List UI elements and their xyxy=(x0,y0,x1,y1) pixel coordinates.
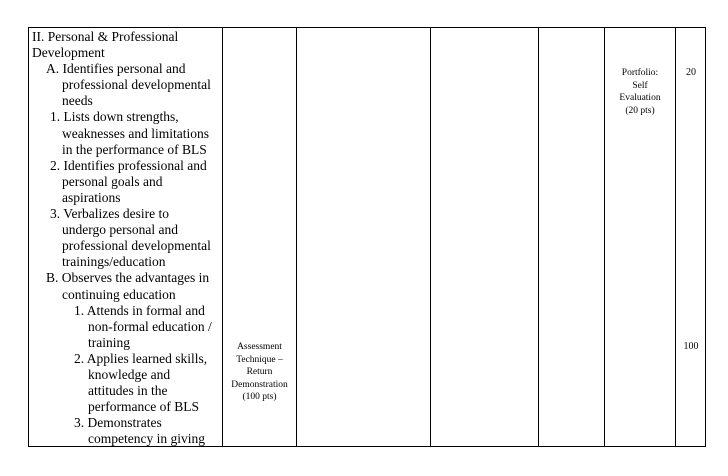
competency-line: competency in giving xyxy=(88,431,205,447)
points-value-a: 20 xyxy=(686,67,696,78)
col-line-6 xyxy=(675,27,676,447)
competency-line: weaknesses and limitations xyxy=(62,125,209,141)
col-line-4 xyxy=(538,27,539,447)
competency-line: 1. Lists down strengths, xyxy=(50,109,179,125)
competency-line: 1. Attends in formal and xyxy=(74,302,205,318)
competency-line: personal goals and xyxy=(62,173,163,189)
competency-line: training xyxy=(88,334,130,350)
portfolio-line: Self xyxy=(632,80,648,91)
points-value-b: 100 xyxy=(683,341,699,352)
competency-line: knowledge and xyxy=(88,366,171,382)
competency-line: Development xyxy=(32,45,105,61)
competency-line: performance of BLS xyxy=(88,399,199,415)
col-line-7 xyxy=(705,27,706,447)
assessment-technique-line: Technique – xyxy=(236,354,283,365)
portfolio-line: (20 pts) xyxy=(625,105,655,116)
competency-line: trainings/education xyxy=(62,254,166,270)
competency-line: 3. Verbalizes desire to xyxy=(50,206,169,222)
competency-line: needs xyxy=(62,93,93,109)
competency-line: in the performance of BLS xyxy=(62,141,207,157)
competency-line: professional developmental xyxy=(62,238,211,254)
competency-line: 3. Demonstrates xyxy=(74,415,162,431)
competency-column xyxy=(32,29,222,447)
assessment-technique-line: Assessment xyxy=(237,342,282,352)
portfolio-line: Portfolio: xyxy=(621,68,659,78)
competency-line: A. Identifies personal and xyxy=(46,61,186,77)
competency-line: continuing education xyxy=(62,286,176,302)
assessment-technique-cell xyxy=(223,341,296,404)
competency-line: aspirations xyxy=(62,189,121,205)
assessment-technique-line: Return xyxy=(246,367,273,377)
competency-line: attitudes in the xyxy=(88,383,168,399)
competency-line: non-formal education / xyxy=(88,318,212,334)
col-line-3 xyxy=(430,27,431,447)
competency-line: undergo personal and xyxy=(62,222,178,238)
portfolio-cell xyxy=(605,67,675,117)
col-line-2 xyxy=(296,27,297,447)
competency-line: 2. Applies learned skills, xyxy=(74,350,208,366)
competency-line: professional developmental xyxy=(62,77,211,93)
competency-line: 2. Identifies professional and xyxy=(50,157,207,173)
col-line-0 xyxy=(28,27,29,447)
portfolio-line: Evaluation xyxy=(619,93,661,103)
competency-line: B. Observes the advantages in xyxy=(46,270,210,286)
assessment-technique-line: Demonstration xyxy=(231,379,288,390)
competency-line: II. Personal & Professional xyxy=(32,29,179,44)
assessment-technique-line: (100 pts) xyxy=(242,392,277,402)
